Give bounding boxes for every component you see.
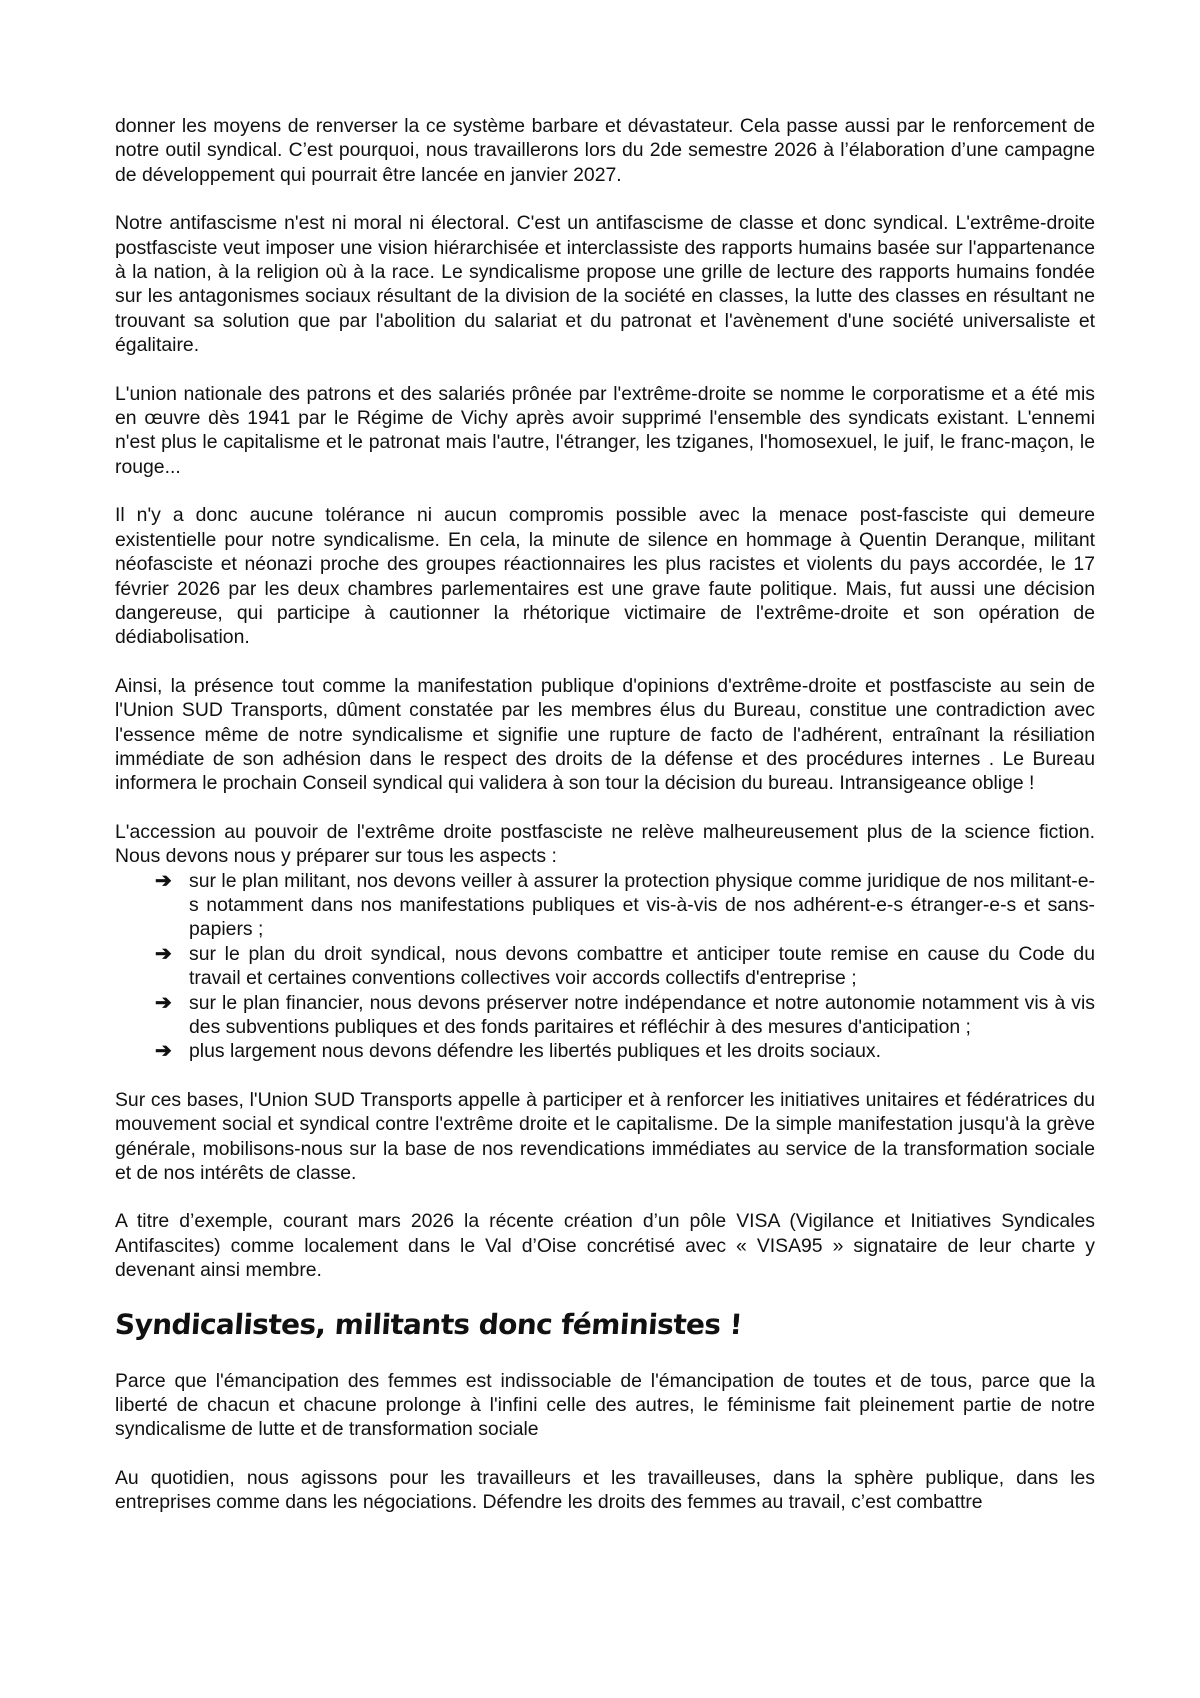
- arrow-right-icon: ➔: [155, 869, 172, 892]
- paragraph: Au quotidien, nous agissons pour les travailleurs et les travailleuses, dans la sphère publique, dans les entreprises comme dans les négociations. Défendre les droits des femmes au travail, c’est combattre: [115, 1466, 1095, 1514]
- paragraph: L'union nationale des patrons et des salariés prônée par l'extrême-droite se nomme le corporatisme et a été mis en œuvre dès 1941 par le Régime de Vichy après avoir supprimé l'ensemble des syndicats existant. L'ennemi n'est plus le capitalisme et le patronat mais l'autre, l'étranger, les tziganes, l'homosexuel, le juif, le franc-maçon, le rouge...: [115, 382, 1095, 478]
- list-item-text: plus largement nous devons défendre les libertés publiques et les droits sociaux.: [189, 1040, 882, 1063]
- list-item: [155, 942, 1095, 991]
- list-item: [155, 1039, 1095, 1063]
- paragraph: Notre antifascisme n'est ni moral ni électoral. C'est un antifascisme de classe et donc syndical. L'extrême-droite postfasciste veut imposer une vision hiérarchisée et interclassiste des rapports humains basée sur l'appartenance à la nation, à la religion où à la race. Le syndicalisme propose une grille de lecture des rapports humains fondée sur les antagonismes sociaux résultant de la division de la société en classes, la lutte des classes en résultant ne trouvant sa solution que par l'abolition du salariat et du patronat et l'avènement d'une société universaliste et égalitaire.: [115, 212, 1095, 357]
- list-item-text: sur le plan militant, nos devons veiller à assurer la protection physique comme juridique de nos militant-e-s notamment dans nos manifestations publiques et vis-à-vis de nos adhérent-e-s étranger-e-s et sans-papiers ;: [189, 869, 1095, 941]
- list-item-text: sur le plan financier, nous devons préserver notre indépendance et notre autonomie notamment vis à vis des subventions publiques et des fonds paritaires et réfléchir à des mesures d'anticipation ;: [189, 991, 1095, 1038]
- section-heading: Syndicalistes, militants donc féministes !: [113, 1307, 744, 1341]
- bullet-list: [115, 869, 1095, 1064]
- list-item: [155, 991, 1095, 1040]
- list-intro: L'accession au pouvoir de l'extrême droite postfasciste ne relève malheureusement plus de la science fiction. Nous devons nous y préparer sur tous les aspects :: [115, 820, 1095, 868]
- paragraph: Sur ces bases, l'Union SUD Transports appelle à participer et à renforcer les initiatives unitaires et fédératrices du mouvement social et syndical contre l'extrême droite et le capitalisme. De la simple manifestation jusqu'à la grève générale, mobilisons-nous sur la base de nos revendications immédiates au service de la transformation sociale et de nos intérêts de classe.: [115, 1088, 1095, 1185]
- arrow-right-icon: ➔: [155, 1040, 172, 1063]
- paragraph: Ainsi, la présence tout comme la manifestation publique d'opinions d'extrême-droite et postfasciste au sein de l'Union SUD Transports, dûment constatée par les membres élus du Bureau, constitue une contradiction avec l'essence même de notre syndicalisme et signifie une rupture de facto de l'adhérent, entraînant la résiliation immédiate de son adhésion dans le respect des droits de la défense et des procédures internes . Le Bureau informera le prochain Conseil syndical qui validera à son tour la décision du bureau. Intransigeance oblige !: [115, 674, 1095, 795]
- list-item-text: sur le plan du droit syndical, nous devons combattre et anticiper toute remise en cause du Code du travail et certaines conventions collectives voir accords collectifs d'entreprise ;: [189, 942, 1095, 990]
- paragraph: Il n'y a donc aucune tolérance ni aucun compromis possible avec la menace post-fasciste qui demeure existentielle pour notre syndicalisme. En cela, la minute de silence en hommage à Quentin Deranque, militant néofasciste et néonazi proche des groupes réactionnaires les plus racistes et violents du pays accordée, le 17 février 2026 par les deux chambres parlementaires est une grave faute politique. Mais, fut aussi une décision dangereuse, qui participe à cautionner la rhétorique victimaire de l'extrême-droite et son opération de dédiabolisation.: [115, 504, 1095, 649]
- arrow-right-icon: ➔: [155, 991, 172, 1014]
- list-item: [155, 869, 1095, 942]
- paragraph: Parce que l'émancipation des femmes est indissociable de l'émancipation de toutes et de tous, parce que la liberté de chacun et chacune prolonge à l'infini celle des autres, le féminisme fait pleinement partie de notre syndicalisme de lutte et de transformation sociale: [115, 1369, 1095, 1441]
- paragraph: A titre d’exemple, courant mars 2026 la récente création d’un pôle VISA (Vigilance et Initiatives Syndicales Antifascites) comme localement dans le Val d’Oise concrétisé avec « VISA95 » signataire de leur charte y devenant ainsi membre.: [115, 1210, 1095, 1282]
- paragraph: donner les moyens de renverser la ce système barbare et dévastateur. Cela passe aussi par le renforcement de notre outil syndical. C’est pourquoi, nous travaillerons lors du 2de semestre 2026 à l’élaboration d’une campagne de développement qui pourrait être lancée en janvier 2027.: [115, 115, 1095, 186]
- arrow-right-icon: ➔: [155, 942, 172, 965]
